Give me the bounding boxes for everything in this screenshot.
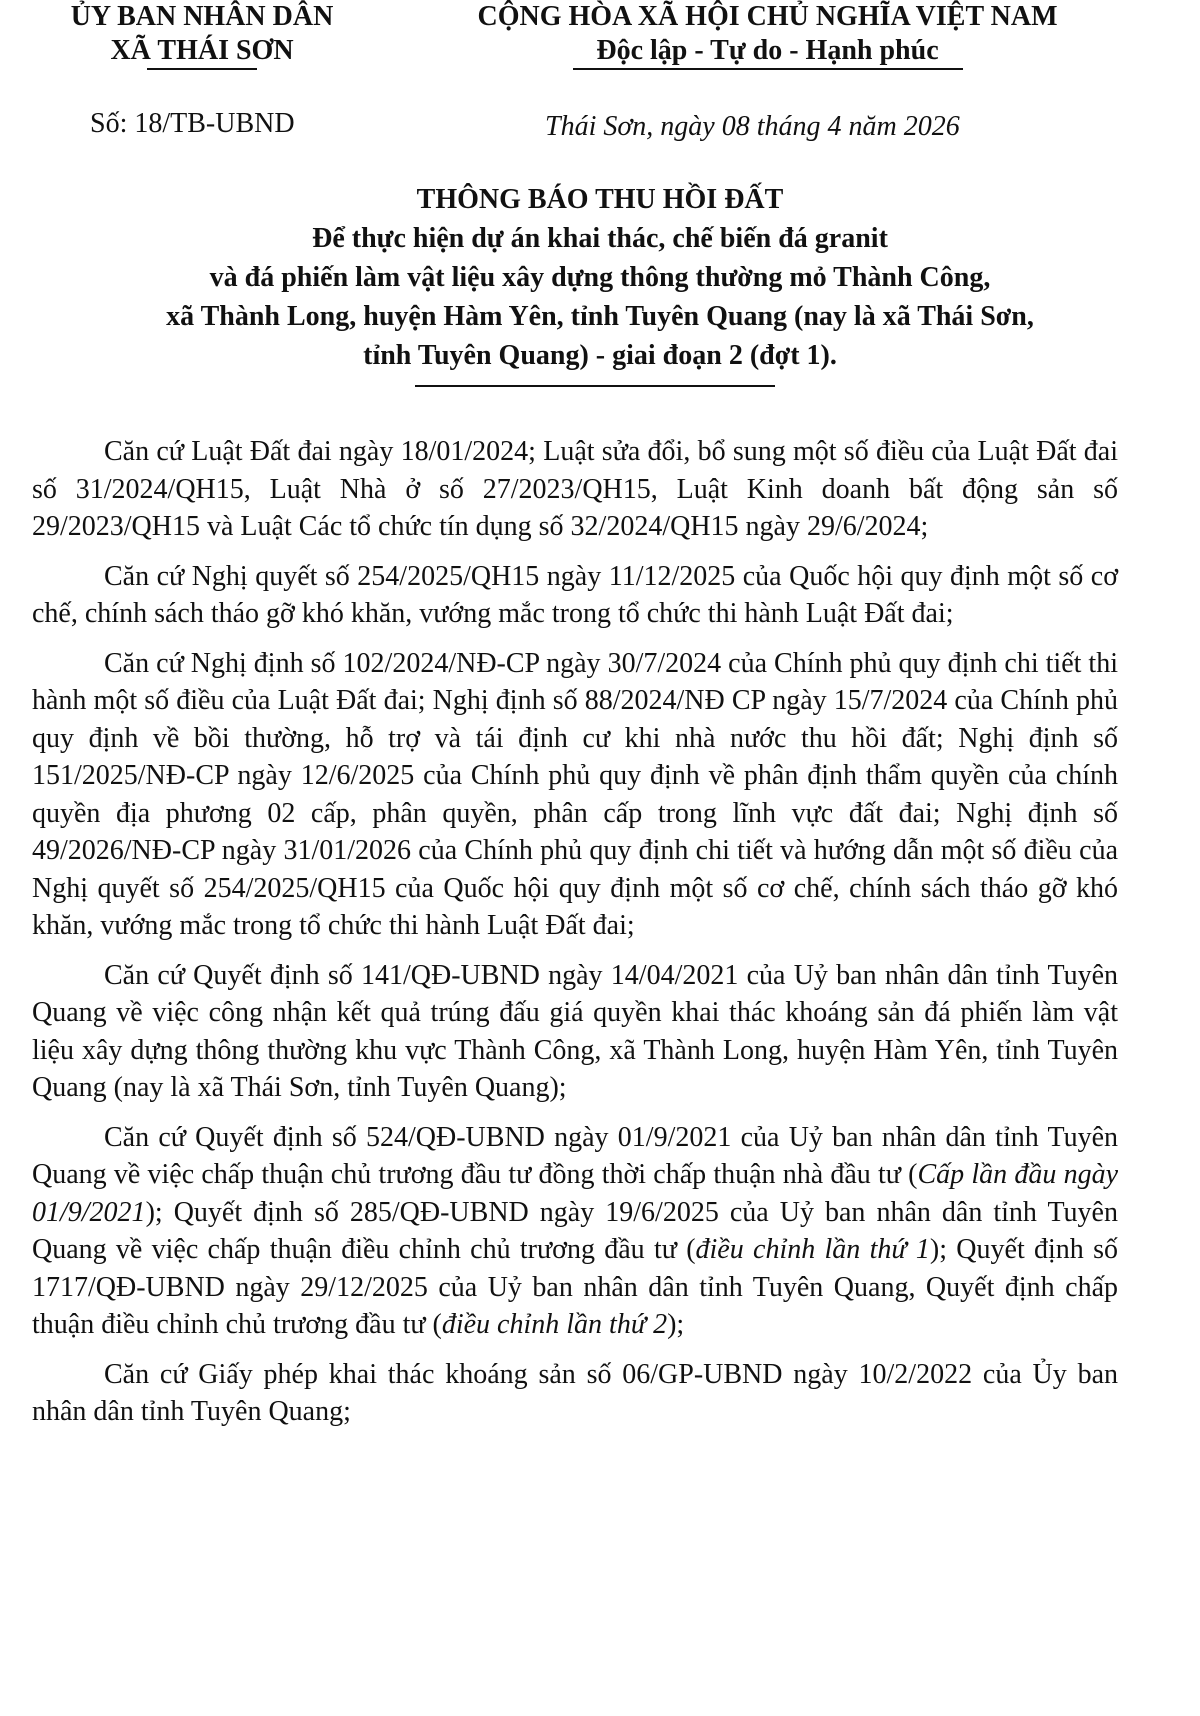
paragraph-land-law: Căn cứ Luật Đất đai ngày 18/01/2024; Luật sửa đổi, bổ sung một số điều của Luật Đất đai số 31/2024/QH15, Luật Nhà ở số 27/2023/QH15, Luật Kinh doanh bất động sản số 29/2023/QH15 và Luật Các tổ chức tín dụng số 32/2024/QH15 ngày 29/6/2024; <box>32 436 1118 542</box>
decision-524-italic-b: Cấp lần đầu ngày 01/9/2021 <box>32 1159 1118 1228</box>
title-sub-3: xã Thành Long, huyện Hàm Yên, tỉnh Tuyên Quang (nay là xã Thái Sơn, <box>166 301 1034 332</box>
document-title <box>60 180 1140 375</box>
title-main: THÔNG BÁO THU HỒI ĐẤT <box>416 184 784 215</box>
title-sub-2: và đá phiến làm vật liệu xây dựng thông thường mỏ Thành Công, <box>209 262 991 293</box>
decision-524-italic-f: điều chỉnh lần thứ 2 <box>441 1309 668 1340</box>
paragraph-decrees: Căn cứ Nghị định số 102/2024/NĐ-CP ngày 30/7/2024 của Chính phủ quy định chi tiết thi hành một số điều của Luật Đất đai; Nghị định số 88/2024/NĐ CP ngày 15/7/2024 của Chính phủ quy định về bồi thường, hỗ trợ và tái định cư khi nhà nước thu hồi đất; Nghị định số 151/2025/NĐ-CP ngày 12/6/2025 của Chính phủ quy định về phân định thẩm quyền của chính quyền địa phương 02 cấp, phân quyền, phân cấp trong lĩnh vực đất đai; Nghị định số 49/2026/NĐ-CP ngày 31/01/2026 của Chính phủ quy định chi tiết và hướng dẫn một số điều của Nghị quyết số 254/2025/QH15 của Quốc hội quy định một số cơ chế, chính sách tháo gỡ khó khăn, vướng mắc trong tổ chức thi hành Luật Đất đai; <box>32 647 1118 941</box>
decision-524-text-c: ); Quyết định số 285/QĐ-UBND ngày 19/6/2025 của Uỷ ban nhân dân tỉnh Tuyên Quang về việc chấp thuận điều chỉnh chủ trương đầu tư ( <box>32 1196 1118 1265</box>
place-date: Thái Sơn, ngày 08 tháng 4 năm 2026 <box>545 111 960 142</box>
document-number: Số: 18/TB-UBND <box>90 108 295 139</box>
decision-524-text-e: ); Quyết định số 1717/QĐ-UBND ngày 29/12/2025 của Uỷ ban nhân dân tỉnh Tuyên Quang, Quyết định chấp thuận điều chỉnh chủ trương đầu tư ( <box>32 1234 1118 1340</box>
decision-524-text-g: ); <box>667 1309 685 1340</box>
title-underline <box>415 385 775 387</box>
paragraph-mining-license: Căn cứ Giấy phép khai thác khoáng sản số 06/GP-UBND ngày 10/2/2022 của Ủy ban nhân dân tỉnh Tuyên Quang; <box>32 1358 1118 1427</box>
title-sub-1: Để thực hiện dự án khai thác, chế biến đá granit <box>312 223 888 254</box>
agency-underline <box>147 68 257 70</box>
decision-524-text-a: Căn cứ Quyết định số 524/QĐ-UBND ngày 01/9/2021 của Uỷ ban nhân dân tỉnh Tuyên Quang về việc chấp thuận chủ trương đầu tư đồng thời chấp thuận nhà đầu tư ( <box>32 1121 1118 1190</box>
agency-commune: XÃ THÁI SƠN <box>110 35 294 66</box>
decision-524-italic-d: điều chỉnh lần thứ 1 <box>695 1234 930 1265</box>
paragraph-decision-141: Căn cứ Quyết định số 141/QĐ-UBND ngày 14/04/2021 của Uỷ ban nhân dân tỉnh Tuyên Quang về việc công nhận kết quả trúng đấu giá quyền khai thác khoáng sản đá phiến làm vật liệu xây dựng thông thường khu vực Thành Công, xã Thành Long, huyện Hàm Yên, tỉnh Tuyên Quang (nay là xã Thái Sơn, tỉnh Tuyên Quang); <box>32 959 1118 1103</box>
agency-header <box>52 0 352 70</box>
motto-underline <box>573 68 963 70</box>
agency-name: ỦY BAN NHÂN DÂN <box>70 1 334 32</box>
title-sub-4: tỉnh Tuyên Quang) - giai đoạn 2 (đợt 1). <box>363 340 837 371</box>
national-header <box>410 0 1125 70</box>
paragraph-resolution: Căn cứ Nghị quyết số 254/2025/QH15 ngày 11/12/2025 của Quốc hội quy định một số cơ chế, chính sách tháo gỡ khó khăn, vướng mắc trong tổ chức thi hành Luật Đất đai; <box>32 560 1118 629</box>
national-motto: Độc lập - Tự do - Hạnh phúc <box>596 35 939 66</box>
paragraph-decision-524 <box>32 1119 1118 1344</box>
document-body <box>32 433 1118 1431</box>
national-title: CỘNG HÒA XÃ HỘI CHỦ NGHĨA VIỆT NAM <box>477 1 1058 32</box>
